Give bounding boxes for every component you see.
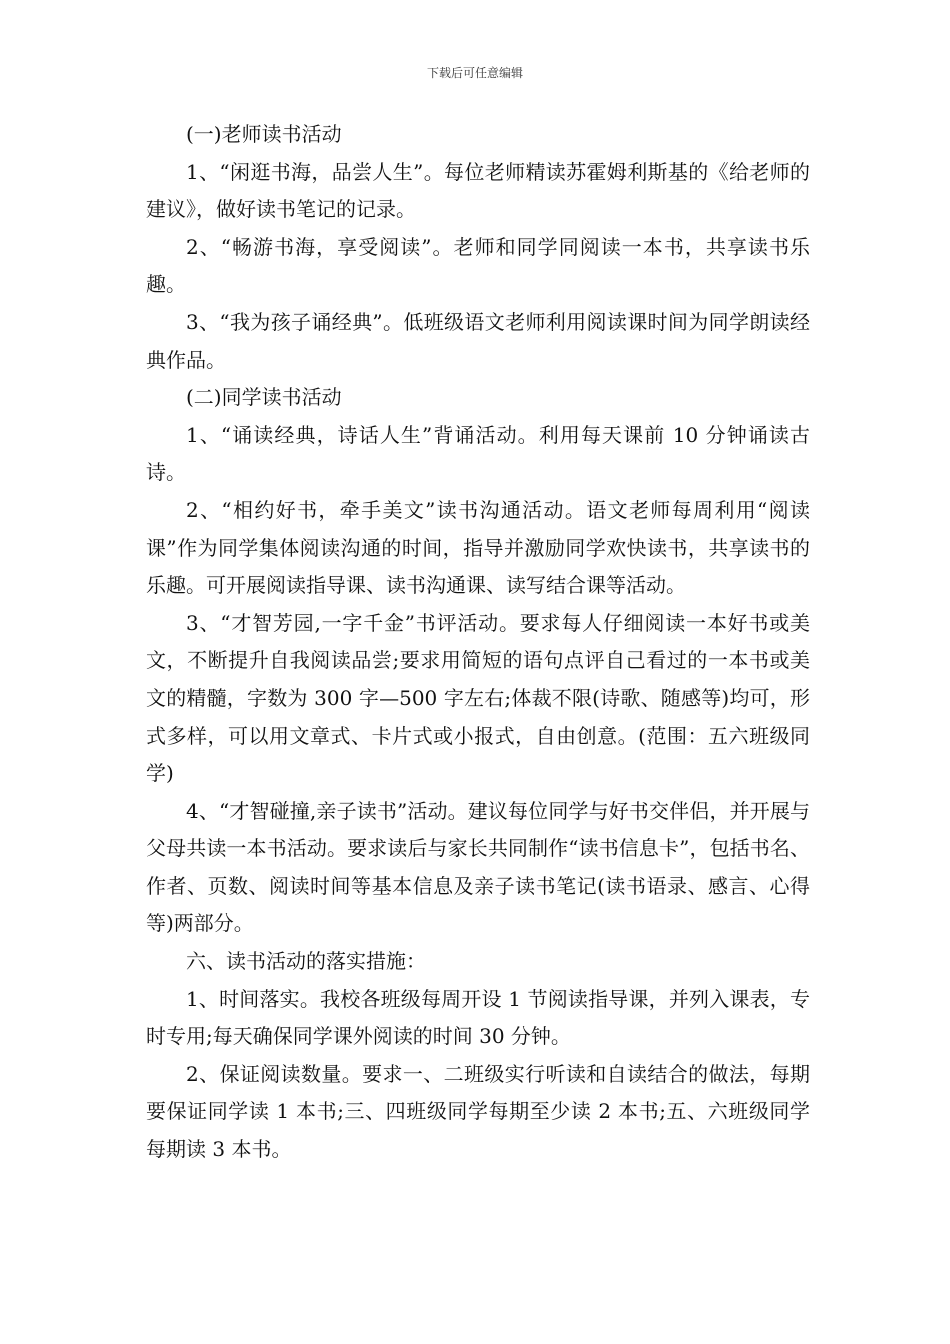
section-heading-implementation-measures: 六、读书活动的落实措施： bbox=[186, 949, 426, 974]
page-header: 下载后可任意编辑 bbox=[426, 66, 523, 80]
section-heading-student-activities: (二)同学读书活动 bbox=[186, 385, 342, 410]
section-heading-teacher-activities: (一)老师读书活动 bbox=[186, 122, 342, 146]
paragraph: 1、时间落实。我校各班级每周开设 1 节阅读指导课，并列入课表，专时专用;每天确保同学课外阅读的时间 30 分钟。 bbox=[146, 986, 810, 1049]
paragraph: 1、“诵读经典，诗话人生”背诵活动。利用每天课前 10 分钟诵读古诗。 bbox=[146, 422, 810, 485]
paragraph: 3、“我为孩子诵经典”。低班级语文老师利用阅读课时间为同学朗读经典作品。 bbox=[146, 309, 810, 372]
paragraph: 2、保证阅读数量。要求一、二班级实行听读和自读结合的做法，每期要保证同学读 1 本书;三、四班级同学每期至少读 2 本书;五、六班级同学每期读 3 本书。 bbox=[146, 1061, 810, 1162]
paragraph: 2、“畅游书海，享受阅读”。老师和同学同阅读一本书，共享读书乐趣。 bbox=[146, 234, 810, 297]
paragraph: 4、“才智碰撞,亲子读书”活动。建议每位同学与好书交伴侣，并开展与父母共读一本书活动。要求读后与家长共同制作“读书信息卡”，包括书名、作者、页数、阅读时间等基本信息及亲子读书笔记(读书语录、感言、心得等)两部分。 bbox=[146, 798, 810, 936]
paragraph: 2、“相约好书，牵手美文”读书沟通活动。语文老师每周利用“阅读课”作为同学集体阅读沟通的时间，指导并激励同学欢快读书，共享读书的乐趣。可开展阅读指导课、读书沟通课、读写结合课等活动。 bbox=[146, 497, 810, 598]
document-body bbox=[146, 116, 810, 1169]
paragraph: 1、“闲逛书海，品尝人生”。每位老师精读苏霍姆利斯基的《给老师的建议》，做好读书笔记的记录。 bbox=[146, 159, 810, 222]
paragraph: 3、“才智芳园,一字千金”书评活动。要求每人仔细阅读一本好书或美文，不断提升自我阅读品尝;要求用简短的语句点评自己看过的一本书或美文的精髓，字数为 300 字—500 字左右;体裁不限(诗歌、随感等)均可，形式多样，可以用文章式、卡片式或小报式，自由创意。(范围：五六班级同学) bbox=[146, 610, 810, 786]
